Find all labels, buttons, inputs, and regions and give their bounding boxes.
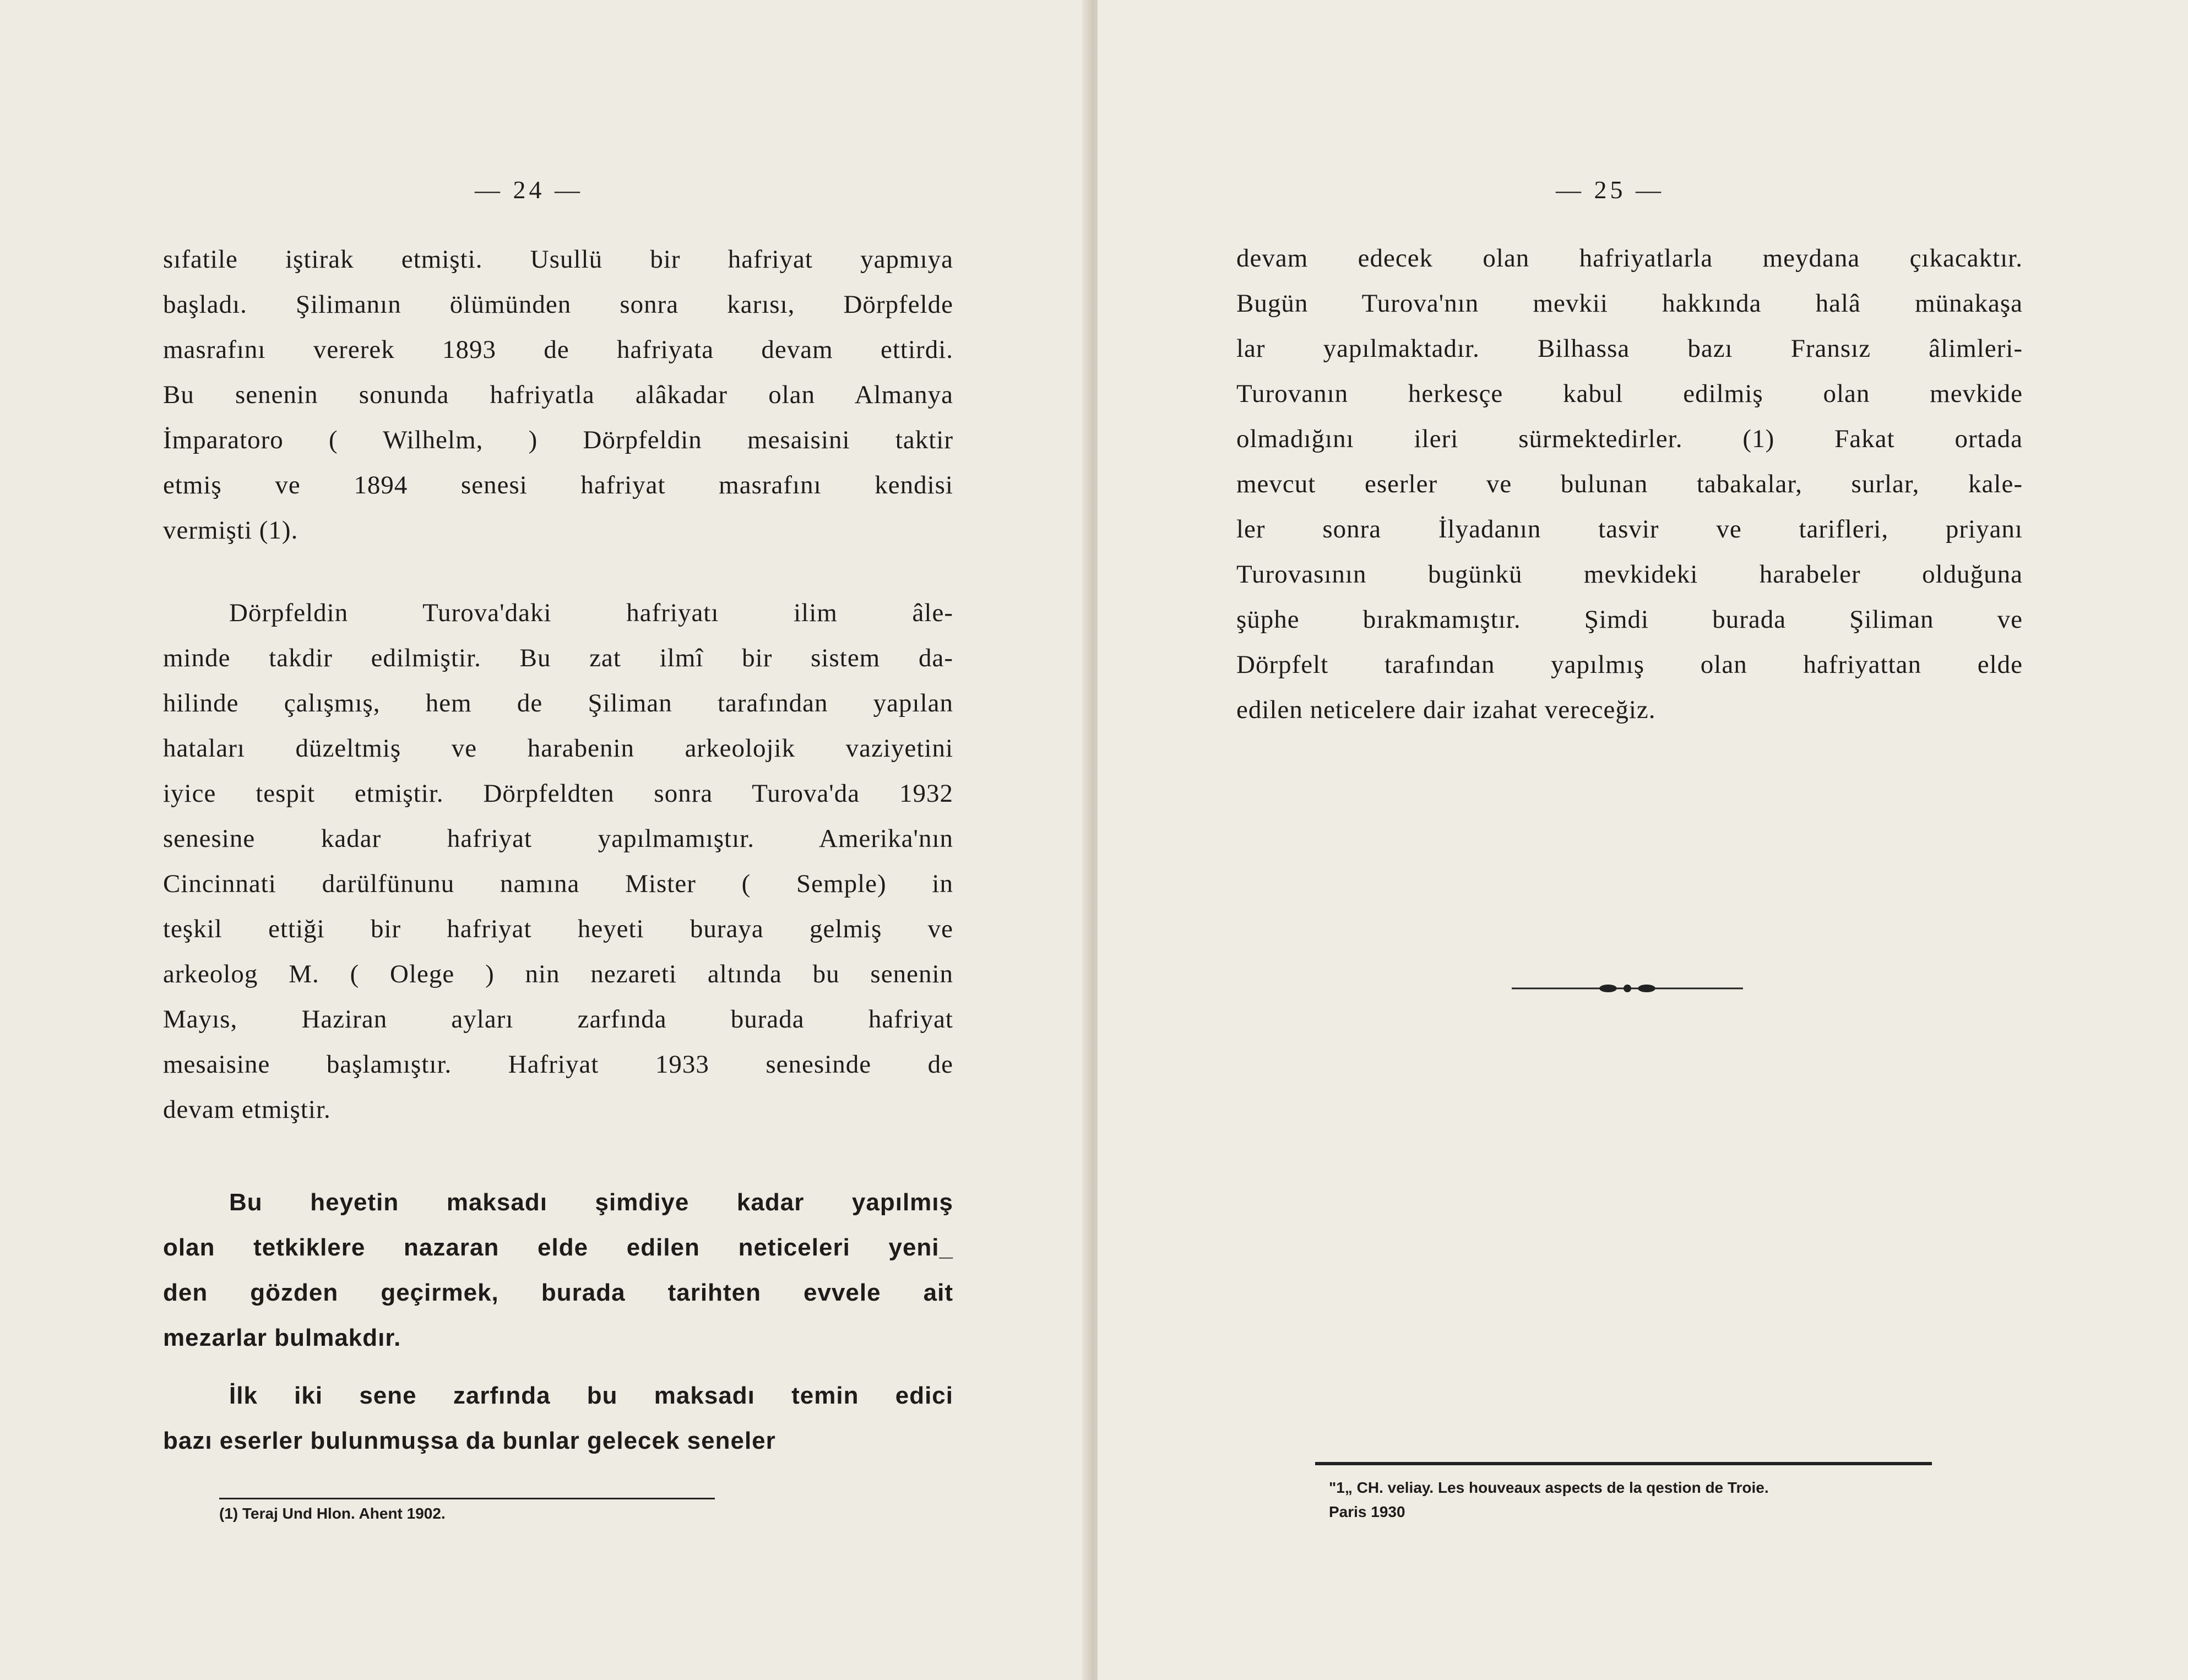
text-line: arkeolog M. ( Olege ) nin nezareti altında bu senenin [163,960,953,988]
text-line: Turovanın herkesçe kabul edilmiş olan mevkide [1236,379,2023,408]
text-line: olmadığını ileri sürmektedirler. (1) Fakat ortada [1236,425,2023,453]
text-line: minde takdir edilmiştir. Bu zat ilmî bir sistem da- [163,644,953,672]
text-line: Dörpfelt tarafından yapılmış olan hafriyattan elde [1236,650,2023,679]
ornament-divider [1512,983,1743,994]
left-page [0,0,1092,1680]
text-line: Cincinnati darülfünunu namına Mister ( Semple) in [163,869,953,898]
footnote-line: Paris 1930 [1329,1503,1405,1520]
text-line: Bu heyetin maksadı şimdiye kadar yapılmış [229,1189,953,1216]
paragraph [163,237,953,553]
text-line: senesine kadar hafriyat yapılmamıştır. Amerika'nın [163,824,953,853]
text-line: teşkil ettiği bir hafriyat heyeti buraya gelmiş ve [163,915,953,943]
right-page [1098,0,2188,1680]
text-line: hataları düzeltmiş ve harabenin arkeolojik vaziyetini [163,734,953,763]
text-line: edilen neticelere dair izahat vereceğiz. [1236,695,1656,724]
text-line: mezarlar bulmakdır. [163,1324,401,1351]
text-line: Mayıs, Haziran ayları zarfında burada hafriyat [163,1005,953,1034]
text-line: iyice tespit etmiştir. Dörpfeldten sonra Turova'da 1932 [163,779,953,808]
text-line: masrafını vererek 1893 de hafriyata devam ettirdi. [163,335,953,364]
paragraph [163,1180,953,1361]
page-number: — 25 — [1556,176,1664,204]
text-line: bazı eserler bulunmuşsa da bunlar gelecek seneler [163,1427,776,1454]
text-line: devam etmiştir. [163,1095,331,1124]
text-line: başladı. Şilimanın ölümünden sonra karısı, Dörpfelde [163,290,953,319]
text-line: den gözden geçirmek, burada tarihten evvele ait [163,1279,953,1306]
footnote: (1) Teraj Und Hlon. Ahent 1902. [219,1505,446,1522]
text-line: İmparatoro ( Wilhelm, ) Dörpfeldin mesaisini taktir [163,426,953,454]
text-line: hilinde çalışmış, hem de Şiliman tarafından yapılan [163,689,953,717]
page-number: — 24 — [475,176,583,204]
text-line: etmiş ve 1894 senesi hafriyat masrafını kendisi [163,471,953,499]
text-line: lar yapılmaktadır. Bilhassa bazı Fransız âlimleri- [1236,334,2023,363]
text-line: Bu senenin sonunda hafriyatla alâkadar olan Almanya [163,380,953,409]
text-line: şüphe bırakmamıştır. Şimdi burada Şiliman ve [1236,605,2023,634]
text-line: Bugün Turova'nın mevkii hakkında halâ münakaşa [1236,289,2023,318]
text-line: ler sonra İlyadanın tasvir ve tarifleri, priyanı [1236,515,2023,543]
footnote-rule [1315,1462,1932,1465]
paragraph [163,590,953,1132]
text-line: sıfatile iştirak etmişti. Usullü bir hafriyat yapmıya [163,245,953,274]
text-line: Dörpfeldin Turova'daki hafriyatı ilim âle- [229,599,953,627]
paragraph [1236,236,2023,732]
paragraph [163,1373,953,1464]
footnote-line: "1„ CH. veliay. Les houveaux aspects de la qestion de Troie. [1329,1479,1769,1496]
text-line: mevcut eserler ve bulunan tabakalar, surlar, kale- [1236,470,2023,498]
footnote-rule [219,1498,715,1499]
text-line: İlk iki sene zarfında bu maksadı temin edici [229,1382,953,1409]
text-line: Turovasının bugünkü mevkideki harabeler olduğuna [1236,560,2023,589]
text-line: olan tetkiklere nazaran elde edilen neticeleri yeni_ [163,1234,953,1261]
text-line: devam edecek olan hafriyatlarla meydana çıkacaktır. [1236,244,2023,273]
text-line: mesaisine başlamıştır. Hafriyat 1933 senesinde de [163,1050,953,1079]
text-line: vermişti (1). [163,516,298,545]
